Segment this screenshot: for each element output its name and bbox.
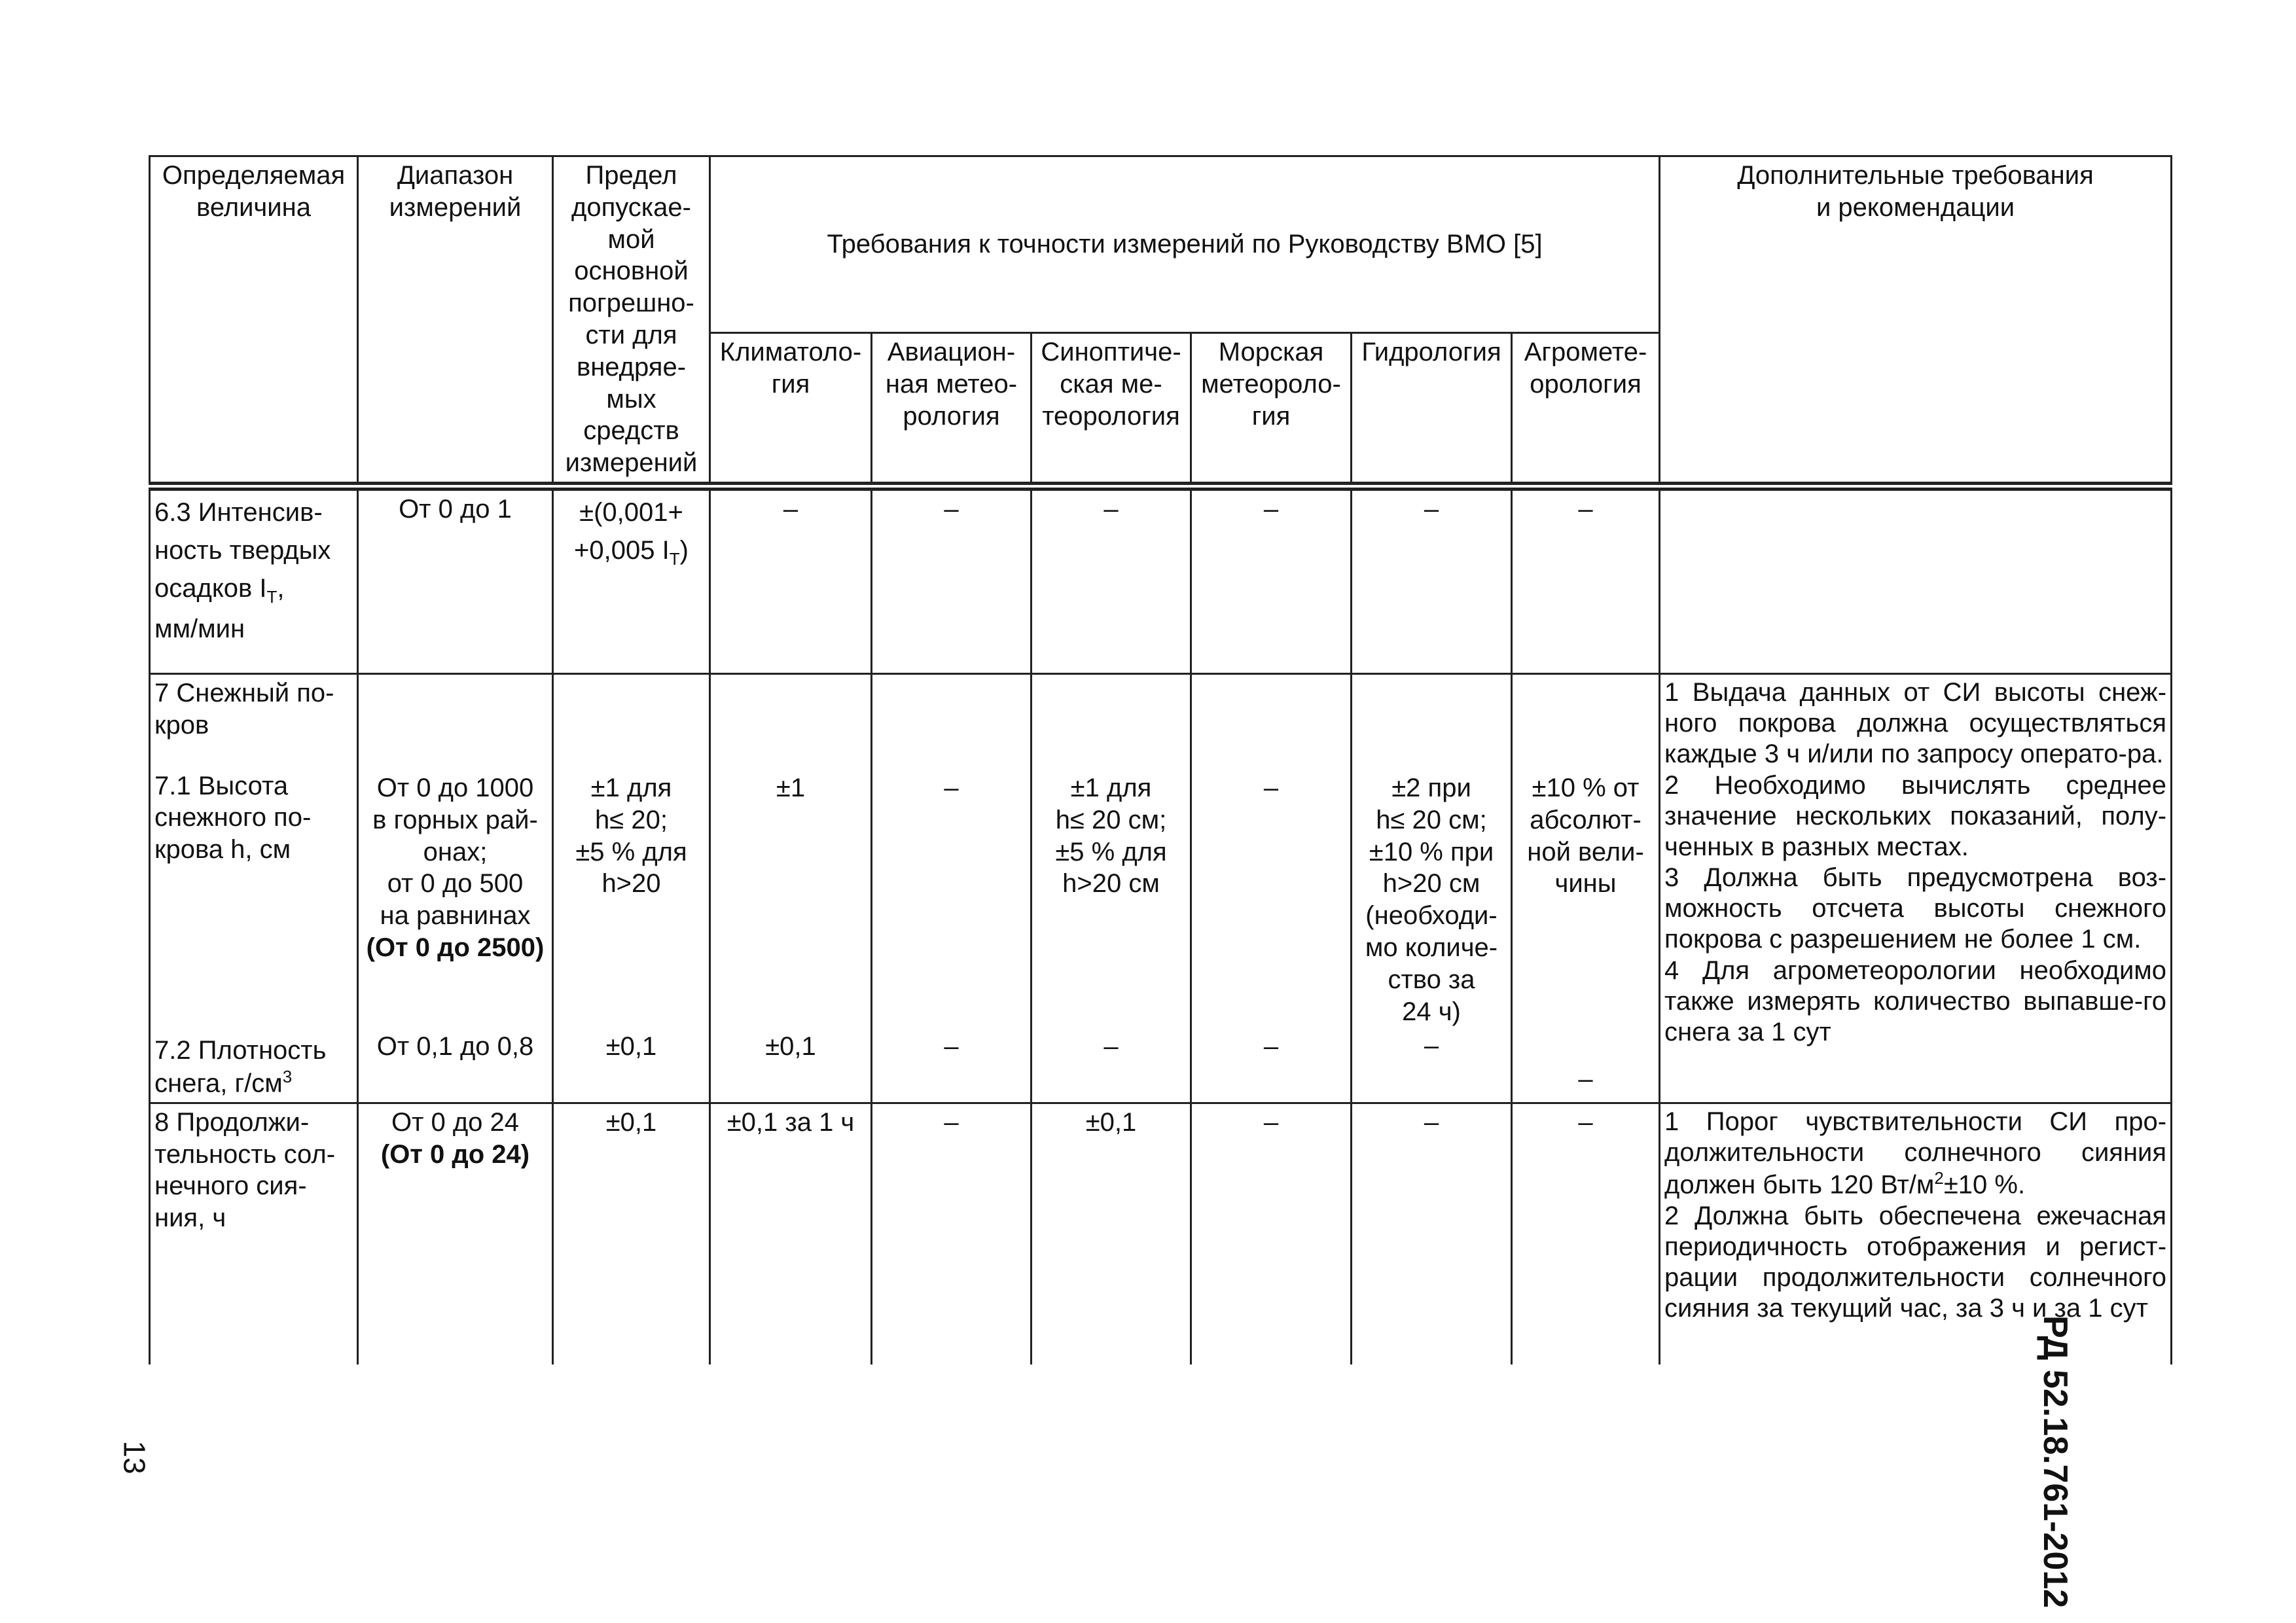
row-7-1-range-bold: (От 0 до 2500): [366, 933, 545, 962]
header-extra: Дополнительные требования и рекомендации: [1660, 156, 2172, 486]
row-8-note-2: 2 Должна быть обеспечена ежечасная периодичность отображения и регист-рации продолжительности солнечного сияния за текущий час, за 3 ч и за 1 сут: [1664, 1201, 2167, 1323]
row-7-marine-cell: [1191, 673, 1352, 1103]
row-7-1-climatology: ±1: [776, 773, 806, 802]
header-synoptic: Синоптиче- ская ме- теорология: [1031, 333, 1191, 486]
row-6-3-range: От 0 до 1: [358, 486, 553, 674]
row-7-hydrology-cell: [1352, 673, 1512, 1103]
row-6-3-synoptic: –: [1031, 486, 1191, 674]
row-7-2-name: 7.2 Плотность снега, $г/см^3$: [154, 1035, 327, 1098]
row-6-3-name: 6.3 Интенсив- ность твердых осадков $I_T$, мм/мин: [150, 486, 358, 674]
table-row-8: [150, 1103, 2172, 1364]
row-7-1-synoptic: ±1 для h≤ 20 см; ±5 % для h>20 см: [1055, 773, 1167, 899]
row-7-1-hydrology: ±2 при h≤ 20 см; ±10 % при h>20 см (необходи- мо количе- ство за 24 ч): [1365, 773, 1498, 1026]
row-8-note-1: 1 Порог чувствительности СИ про-должительности солнечного сияния должен быть 120 $Вт/м^2\pm 10$ %.: [1664, 1107, 2167, 1200]
row-6-3-marine: –: [1191, 486, 1352, 674]
row-7-2-range: От 0,1 до 0,8: [376, 1031, 534, 1061]
row-7-aviation-cell: [872, 673, 1031, 1103]
requirements-table: [149, 155, 2172, 1364]
row-7-title: 7 Снежный по- кров: [154, 678, 334, 740]
row-8-range: От 0 до 24: [391, 1107, 520, 1137]
row-7-1-aviation: –: [944, 773, 959, 802]
row-8-notes: [1660, 1103, 2172, 1364]
row-8-limit: ±0,1: [553, 1103, 710, 1364]
header-row-1: [150, 156, 2172, 333]
row-8-hydrology: –: [1352, 1103, 1512, 1364]
table-row-6-3: [150, 486, 2172, 674]
row-7-1-agro: ±10 % от абсолют- ной вели- чины: [1527, 773, 1644, 899]
row-7-name-cell: [150, 673, 358, 1103]
row-7-note-1: 1 Выдача данных от СИ высоты снеж-ного покрова должна осуществляться каждые 3 ч и/или по запросу операто-ра.: [1664, 677, 2167, 769]
row-7-1-name: 7.1 Высота снежного по- крова h, см: [154, 771, 312, 865]
row-7-1-range: От 0 до 1000 в горных рай- онах; от 0 до 500 на равнинах: [372, 773, 538, 931]
header-wmo-group: Требования к точности измерений по Руководству ВМО [5]: [710, 156, 1660, 333]
row-7-2-synoptic: –: [1103, 1032, 1119, 1061]
row-6-3-aviation: –: [872, 486, 1031, 674]
row-7-1-marine: –: [1263, 773, 1279, 802]
row-8-range-bold: (От 0 до 24): [380, 1139, 530, 1169]
row-8-climatology: ±0,1 за 1 ч: [710, 1103, 872, 1364]
row-7-2-aviation: –: [944, 1031, 959, 1061]
header-quantity: Определяемая величина: [150, 156, 358, 486]
row-8-name: 8 Продолжи- тельность сол- нечного сия- ния, ч: [150, 1103, 358, 1364]
table-row-7: [150, 673, 2172, 1103]
row-7-2-limit: ±0,1: [605, 1032, 657, 1061]
header-range: Диапазон измерений: [358, 156, 553, 486]
row-7-synoptic-cell: [1031, 673, 1191, 1103]
row-7-note-2: 2 Необходимо вычислять среднее значение нескольких показаний, полу-ченных в разных местах.: [1664, 770, 2167, 861]
row-7-notes: [1660, 673, 2172, 1103]
header-limit: Предел допускае- мой основной погрешно- сти для внедряе- мых средств измерений: [553, 156, 710, 486]
row-6-3-climatology: –: [710, 486, 872, 674]
row-7-note-3: 3 Должна быть предусмотрена воз-можность отсчета высоты снежного покрова с разрешением не более 1 см.: [1664, 863, 2167, 954]
header-climatology: Климатоло- гия: [710, 333, 872, 486]
row-7-1-limit: ±1 для h≤ 20; ±5 % для h>20: [575, 773, 687, 899]
header-hydrology: Гидрология: [1352, 333, 1512, 486]
row-7-2-agro: –: [1578, 1065, 1593, 1094]
header-aviation: Авиацион- ная метео- рология: [872, 333, 1031, 486]
row-8-aviation: –: [872, 1103, 1031, 1364]
row-7-limit-cell: [553, 673, 710, 1103]
header-agro: Агромете- орология: [1512, 333, 1660, 486]
row-6-3-agro: –: [1512, 486, 1660, 674]
document-code: РД 52.18.761-2012: [2036, 1315, 2074, 1609]
row-8-range-cell: [358, 1103, 553, 1364]
row-7-climatology-cell: [710, 673, 872, 1103]
row-6-3-hydrology: –: [1352, 486, 1512, 674]
row-8-agro: –: [1512, 1103, 1660, 1364]
row-6-3-limit: ±(0,001+ +0,005 $I_T$): [553, 486, 710, 674]
row-7-2-climatology: ±0,1: [765, 1031, 816, 1061]
row-7-range-cell: [358, 673, 553, 1103]
row-7-2-hydrology: –: [1424, 1031, 1439, 1061]
row-7-2-marine: –: [1263, 1031, 1279, 1061]
page-number: 13: [117, 1440, 152, 1474]
row-7-note-4: 4 Для агрометеорологии необходимо также измерять количество выпавше-го снега за 1 сут: [1664, 955, 2167, 1047]
row-7-agro-cell: [1512, 673, 1660, 1103]
header-marine: Морская метеороло- гия: [1191, 333, 1352, 486]
row-8-synoptic: ±0,1: [1031, 1103, 1191, 1364]
row-6-3-extra: [1660, 486, 2172, 674]
row-8-marine: –: [1191, 1103, 1352, 1364]
